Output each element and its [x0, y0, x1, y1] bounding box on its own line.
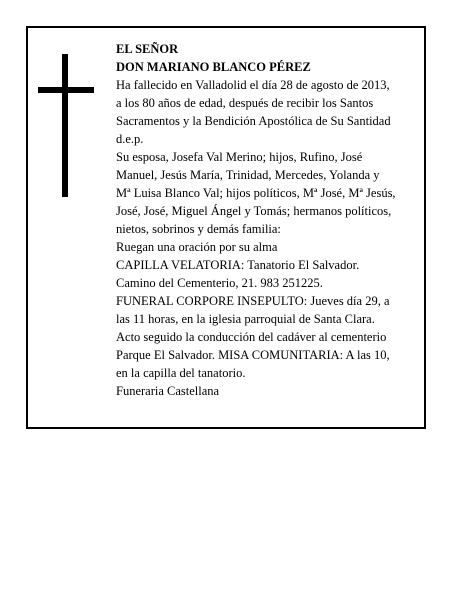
funeral-line: Acto seguido la conducción del cadáver al cementerio: [116, 330, 387, 344]
death-announcement-line: d.e.p.: [116, 132, 144, 146]
family-line: nietos, sobrinos y demás familia:: [116, 222, 281, 236]
heading-title: EL SEÑOR: [116, 42, 179, 56]
wake-chapel-line: CAPILLA VELATORIA: Tanatorio El Salvador.: [116, 258, 360, 272]
funeral-line: FUNERAL CORPORE INSEPULTO: Jueves día 29, a: [116, 294, 390, 308]
death-announcement-line: Ha fallecido en Valladolid el día 28 de agosto de 2013,: [116, 78, 390, 92]
obituary-notice: [26, 26, 426, 429]
family-line: José, José, Miguel Ángel y Tomás; hermanos políticos,: [116, 204, 392, 218]
death-announcement-line: Sacramentos y la Bendición Apostólica de Su Santidad: [116, 114, 391, 128]
funeral-home: Funeraria Castellana: [116, 384, 220, 398]
funeral-line: las 11 horas, en la iglesia parroquial de Santa Clara.: [116, 312, 375, 326]
family-line: Mª Luisa Blanco Val; hijos políticos, Mª José, Mª Jesús,: [116, 186, 396, 200]
family-line: Manuel, Jesús María, Trinidad, Mercedes, Yolanda y: [116, 168, 380, 182]
prayer-request: Ruegan una oración por su alma: [116, 240, 278, 254]
wake-chapel-line: Camino del Cementerio, 21. 983 251225.: [116, 276, 323, 290]
family-line: Su esposa, Josefa Val Merino; hijos, Rufino, José: [116, 150, 363, 164]
death-announcement-line: a los 80 años de edad, después de recibir los Santos: [116, 96, 374, 110]
cross-icon: [38, 54, 94, 197]
funeral-line: en la capilla del tanatorio.: [116, 366, 246, 380]
cross-horizontal-bar: [38, 87, 94, 93]
obituary-text: [116, 40, 418, 400]
funeral-line: Parque El Salvador. MISA COMUNITARIA: A las 10,: [116, 348, 390, 362]
deceased-name: DON MARIANO BLANCO PÉREZ: [116, 60, 311, 74]
cross-vertical-bar: [62, 54, 68, 197]
